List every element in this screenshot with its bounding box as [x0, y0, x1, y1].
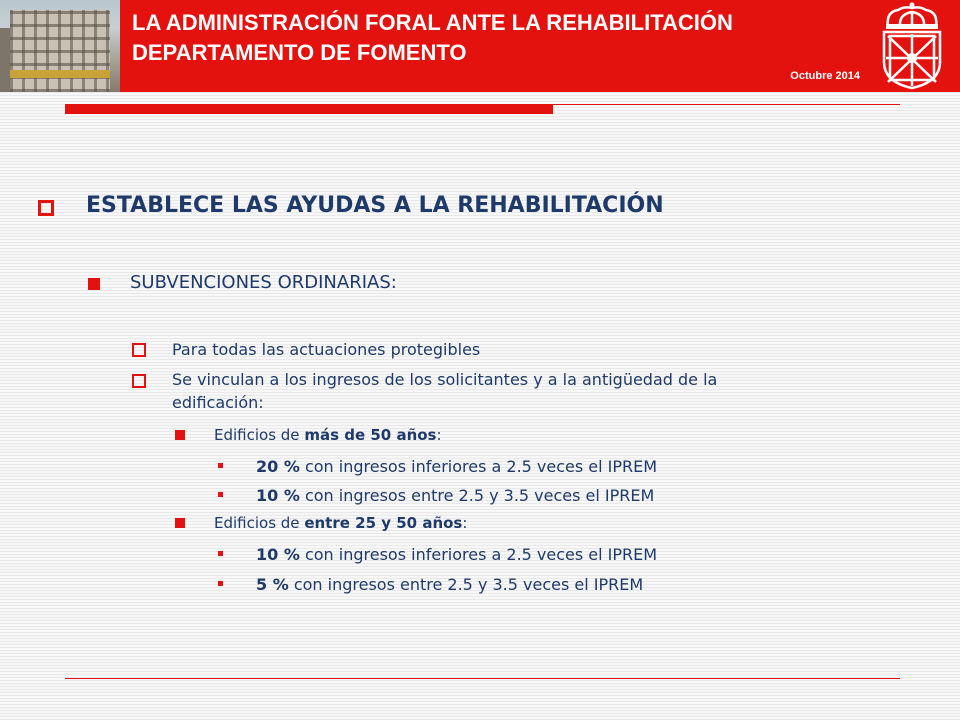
solid-square-bullet-icon [88, 278, 100, 290]
small-square-bullet-icon [218, 463, 223, 468]
item-text: con ingresos inferiores a 2.5 veces el IPREM [299, 457, 658, 476]
group-title [214, 426, 442, 444]
group-title-suffix: : [462, 514, 468, 532]
header-subtitle: DEPARTAMENTO DE FOMENTO [132, 40, 467, 65]
small-square-bullet-icon [218, 492, 223, 497]
hollow-square-bullet-icon [132, 374, 146, 388]
list-item [256, 486, 654, 505]
hollow-square-bullet-icon [38, 200, 54, 216]
group-title-strong: más de 50 años [304, 426, 437, 444]
main-heading: ESTABLECE LAS AYUDAS A LA REHABILITACIÓN [86, 193, 664, 218]
item-percentage: 10 % [256, 486, 300, 505]
header-date: Octubre 2014 [790, 70, 860, 82]
item-percentage: 20 % [256, 457, 300, 476]
point-text-continuation: edificación: [172, 393, 264, 412]
item-percentage: 5 % [256, 575, 289, 594]
small-square-bullet-icon [218, 581, 223, 586]
small-square-bullet-icon [218, 551, 223, 556]
item-percentage: 10 % [256, 545, 300, 564]
item-text: con ingresos entre 2.5 y 3.5 veces el IPREM [288, 575, 644, 594]
point-text: Para todas las actuaciones protegibles [172, 340, 481, 359]
point-text: Se vinculan a los ingresos de los solicitantes y a la antigüedad de la [172, 370, 718, 389]
subheading: SUBVENCIONES ORDINARIAS: [130, 272, 397, 293]
list-item [256, 545, 657, 564]
item-text: con ingresos inferiores a 2.5 veces el IPREM [299, 545, 658, 564]
solid-square-bullet-icon [175, 430, 185, 440]
group-title-prefix: Edificios de [214, 426, 305, 444]
group-title [214, 514, 467, 532]
group-title-suffix: : [436, 426, 442, 444]
item-text: con ingresos entre 2.5 y 3.5 veces el IPREM [299, 486, 655, 505]
group-title-strong: entre 25 y 50 años [304, 514, 463, 532]
list-item [256, 575, 643, 594]
group-title-prefix: Edificios de [214, 514, 305, 532]
solid-square-bullet-icon [175, 518, 185, 528]
list-item [256, 457, 657, 476]
hollow-square-bullet-icon [132, 343, 146, 357]
header-title: LA ADMINISTRACIÓN FORAL ANTE LA REHABILITACIÓN [132, 10, 733, 35]
